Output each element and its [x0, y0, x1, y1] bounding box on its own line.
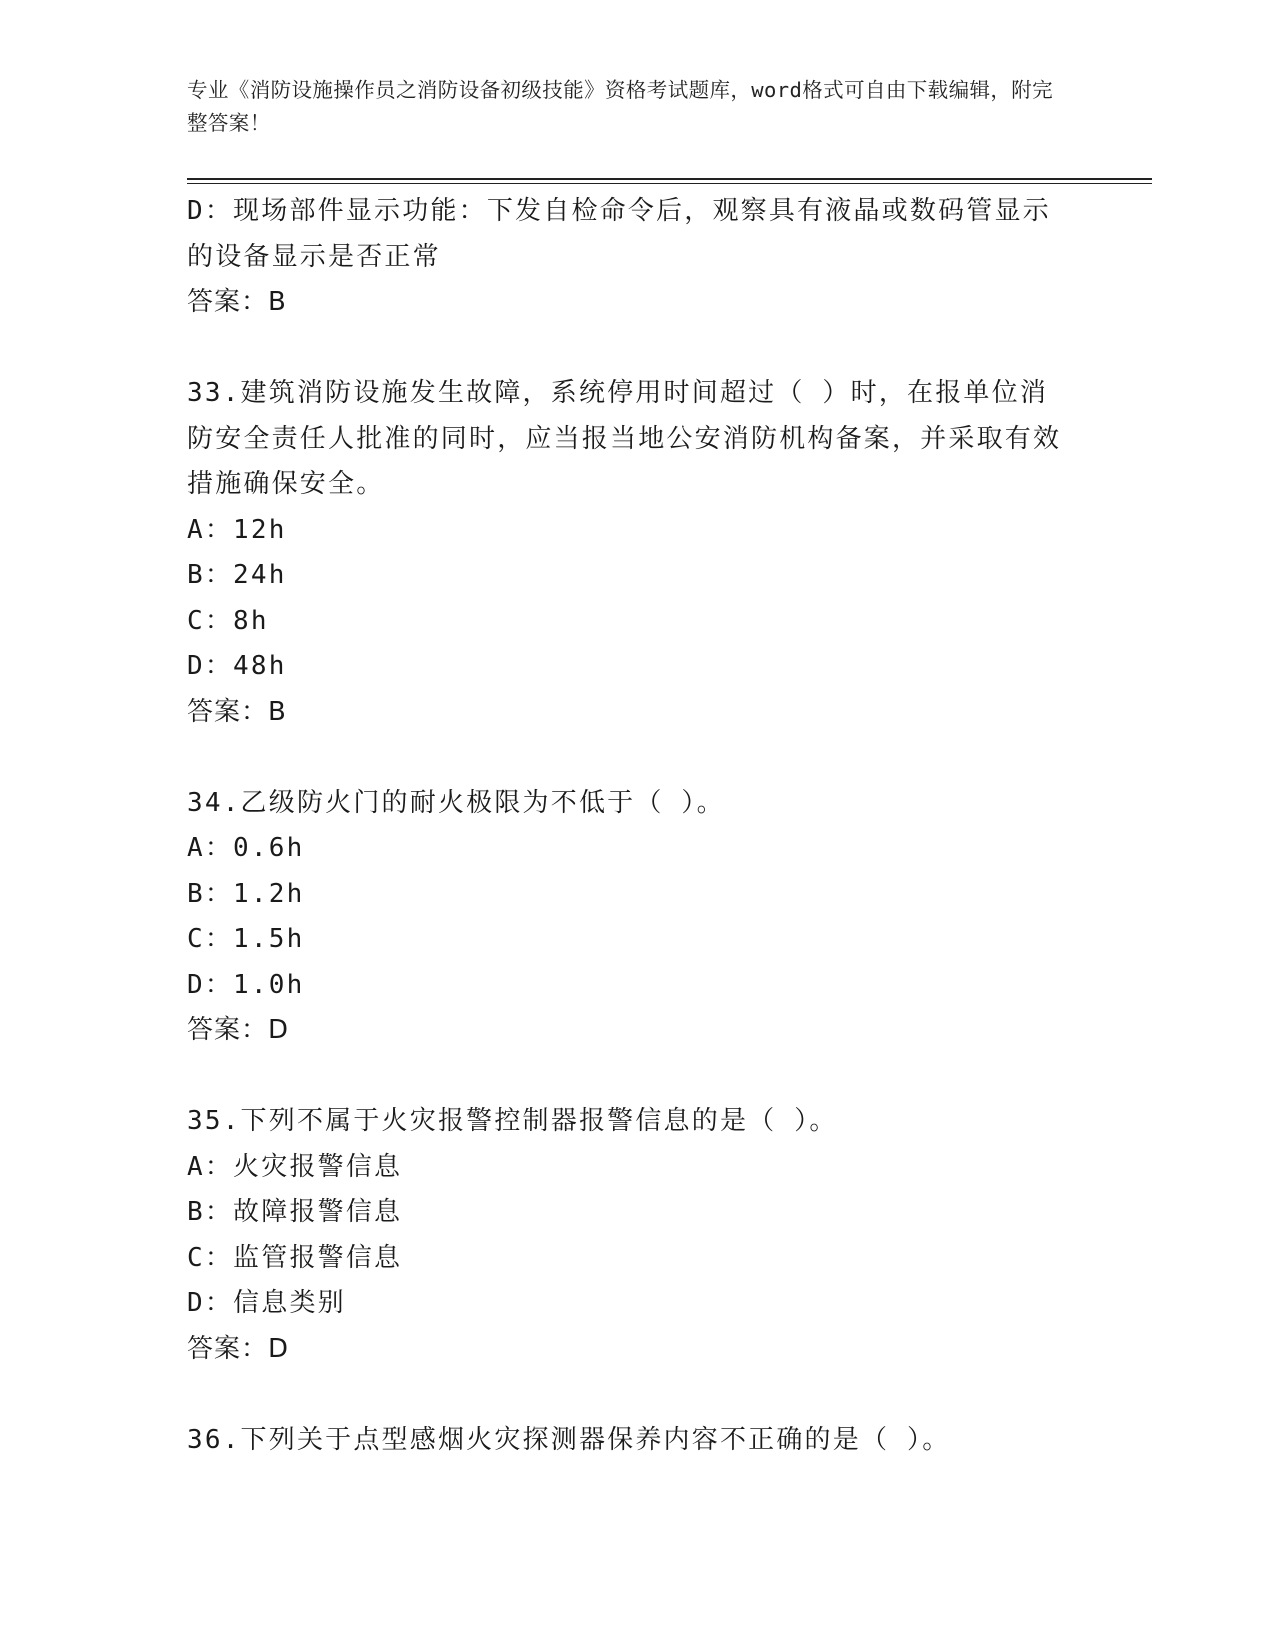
previous-question-option-d: D：现场部件显示功能：下发自检命令后，观察具有液晶或数码管显示的设备显示是否正常 — [187, 196, 1051, 272]
spacer — [187, 326, 1072, 372]
question-33-option-d: D：48h — [187, 651, 287, 681]
question-34-stem: 34.乙级防火门的耐火极限为不低于（ ）。 — [187, 787, 725, 818]
question-35-option-b: B：故障报警信息 — [187, 1197, 403, 1227]
question-35-option-c: C：监管报警信息 — [187, 1242, 403, 1273]
question-35-option-a: A：火灾报警信息 — [187, 1151, 403, 1182]
question-34-option-d: D：1.0h — [187, 969, 305, 1000]
header-divider-thin — [187, 183, 1152, 184]
question-34-option-a: A：0.6h — [187, 833, 305, 863]
document-header: 专业《消防设施操作员之消防设备初级技能》资格考试题库，word格式可自由下载编辑，附完整答案！ — [187, 78, 1054, 135]
header-divider-thick — [187, 178, 1152, 180]
question-34-option-c: C：1.5h — [187, 924, 305, 954]
question-content — [187, 189, 1072, 1463]
question-35-stem: 35.下列不属于火灾报警控制器报警信息的是（ ）。 — [187, 1106, 838, 1136]
previous-question-answer: 答案：B — [187, 287, 287, 317]
question-36-stem: 36.下列关于点型感烟火灾探测器保养内容不正确的是（ ）。 — [187, 1424, 951, 1455]
spacer — [187, 1372, 1072, 1418]
question-34-option-b: B：1.2h — [187, 878, 305, 909]
question-34-answer: 答案：D — [187, 1015, 290, 1045]
question-33-answer: 答案：B — [187, 696, 287, 727]
spacer — [187, 1054, 1072, 1100]
question-33-option-b: B：24h — [187, 560, 287, 590]
question-33-option-c: C：8h — [187, 605, 269, 636]
question-33-option-a: A：12h — [187, 514, 287, 545]
question-35-answer: 答案：D — [187, 1333, 290, 1364]
question-35-option-d: D：信息类别 — [187, 1288, 346, 1318]
spacer — [187, 735, 1072, 781]
question-33-stem: 33.建筑消防设施发生故障，系统停用时间超过（ ）时，在报单位消防安全责任人批准的同时，应当报当地公安消防机构备案，并采取有效措施确保安全。 — [187, 378, 1062, 499]
